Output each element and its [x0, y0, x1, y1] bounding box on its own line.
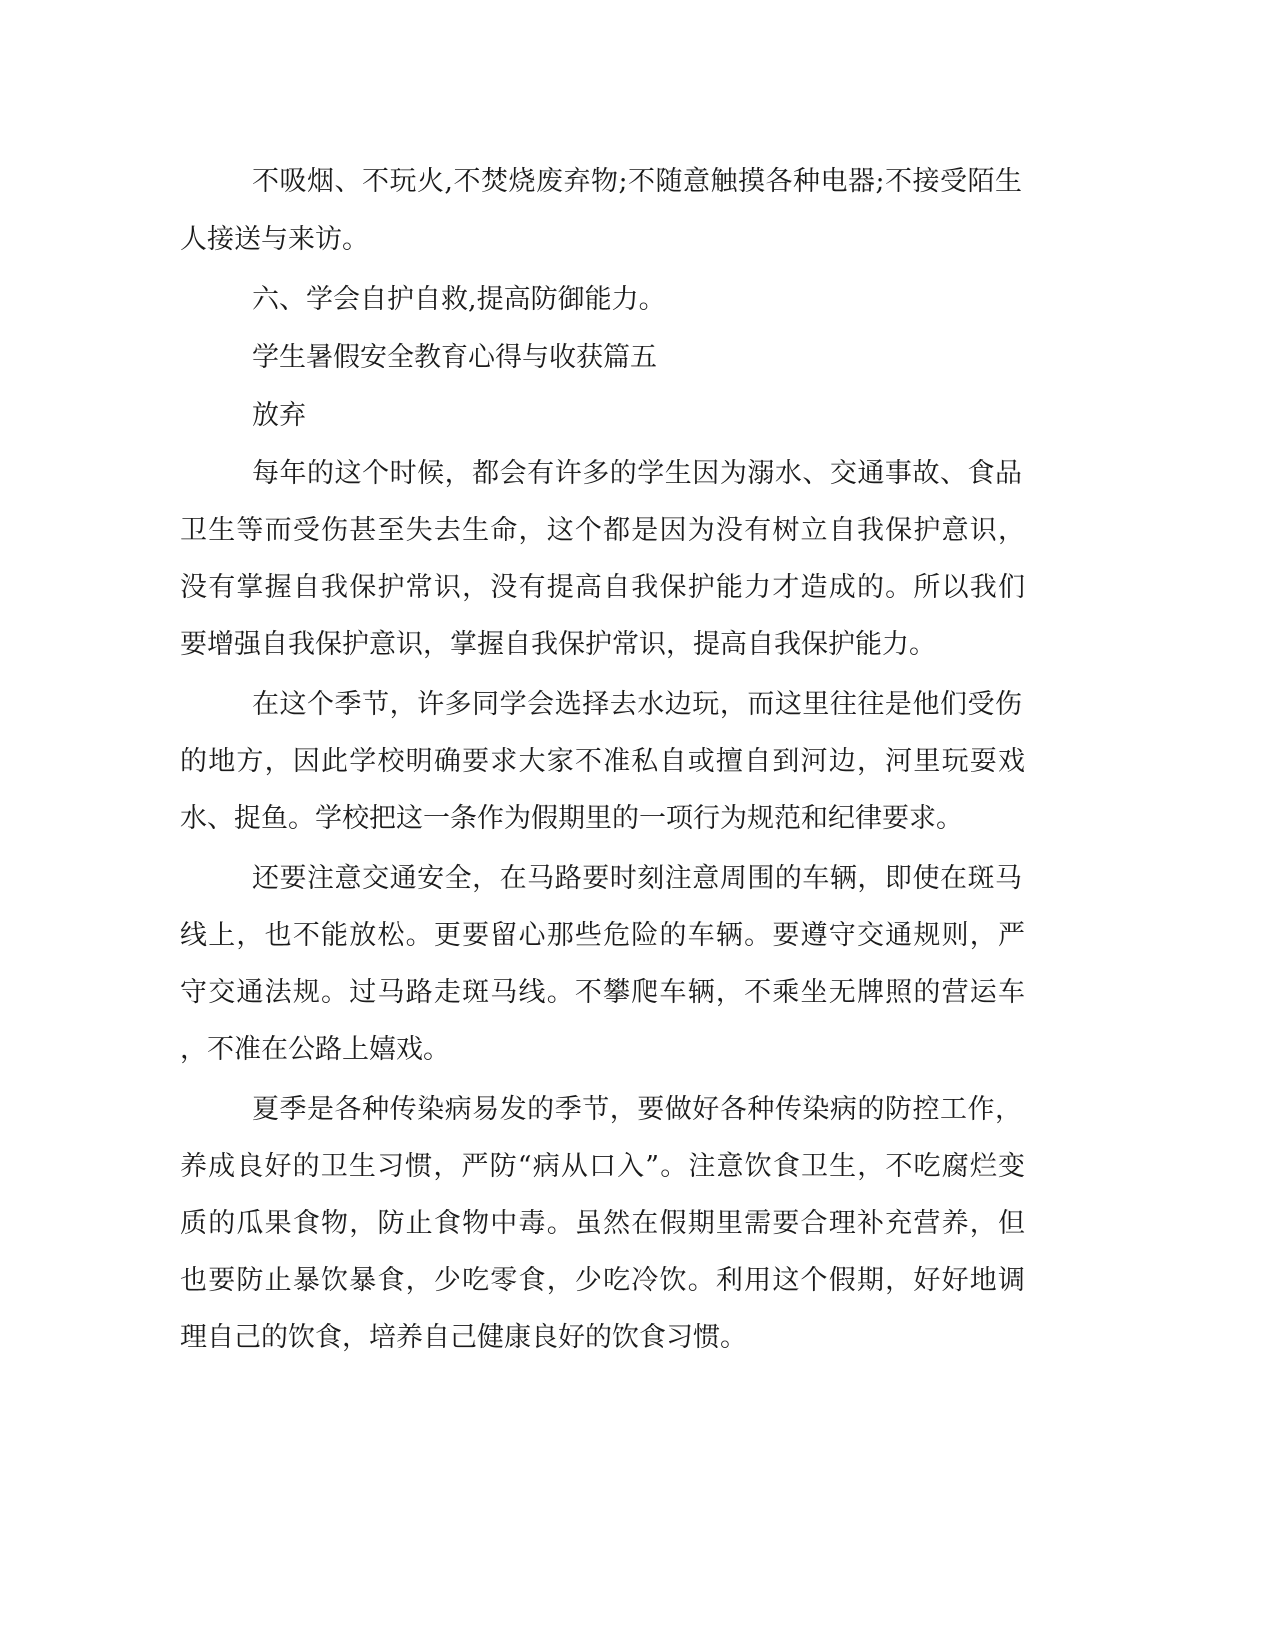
paragraph-line: 的地方，因此学校明确要求大家不准私自或擅自到河边，河里玩耍戏	[180, 746, 1027, 777]
paragraph-line: 在这个季节，许多同学会选择去水边玩，而这里往往是他们受伤	[252, 689, 1023, 720]
paragraph-line: 理自己的饮食，培养自己健康良好的饮食习惯。	[180, 1322, 747, 1353]
paragraph-line: 卫生等而受伤甚至失去生命，这个都是因为没有树立自我保护意识，	[180, 515, 1027, 546]
paragraph-line: 还要注意交通安全，在马路要时刻注意周围的车辆，即使在斑马	[252, 863, 1023, 894]
paragraph-line: 养成良好的卫生习惯，严防“病从口入”。注意饮食卫生，不吃腐烂变	[180, 1151, 1027, 1182]
paragraph-line: 守交通法规。过马路走斑马线。不攀爬车辆，不乘坐无牌照的营运车	[180, 977, 1027, 1008]
paragraph-line: 线上，也不能放松。更要留心那些危险的车辆。要遵守交通规则，严	[180, 920, 1027, 951]
paragraph-line: ，不准在公路上嬉戏。	[180, 1034, 450, 1065]
article-title: 学生暑假安全教育心得与收获篇五	[252, 342, 657, 373]
paragraph-line: 要增强自我保护意识，掌握自我保护常识，提高自我保护能力。	[180, 629, 936, 660]
section-heading: 六、学会自护自救,提高防御能力。	[252, 284, 666, 315]
paragraph-line: 每年的这个时候，都会有许多的学生因为溺水、交通事故、食品	[252, 458, 1023, 489]
paragraph-line: 夏季是各种传染病易发的季节，要做好各种传染病的防控工作，	[252, 1094, 1023, 1125]
paragraph-line: 人接送与来访。	[180, 224, 369, 255]
paragraph-line: 不吸烟、不玩火,不焚烧废弃物;不随意触摸各种电器;不接受陌生	[252, 166, 1023, 197]
paragraph-line: 没有掌握自我保护常识，没有提高自我保护能力才造成的。所以我们	[180, 572, 1027, 603]
paragraph-line: 也要防止暴饮暴食，少吃零食，少吃冷饮。利用这个假期，好好地调	[180, 1265, 1027, 1296]
paragraph-line: 水、捉鱼。学校把这一条作为假期里的一项行为规范和纪律要求。	[180, 803, 963, 834]
paragraph-line: 质的瓜果食物，防止食物中毒。虽然在假期里需要合理补充营养，但	[180, 1208, 1027, 1239]
paragraph-line: 放弃	[252, 400, 306, 431]
